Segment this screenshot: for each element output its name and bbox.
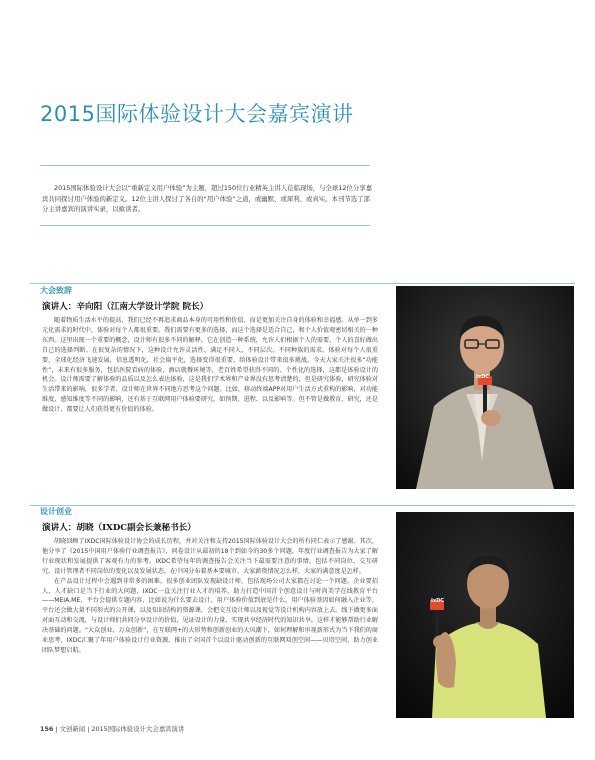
footer-section: 2015国际体验设计大会嘉宾演讲	[91, 725, 185, 733]
intro-bottom-rule	[40, 225, 370, 226]
intro-paragraph: 2015国际体验设计大会以“重新定义用户体验”为主题，超过150位行业精英主讲人莅临现场，与全球12位分享嘉宾共同探讨用户体验的新定义。12位主讲人探讨了各自的“用户体验”之道，或幽默、或犀利、或真实。本刊节选了部分主讲嘉宾的演讲实录，以飨读者。	[42, 184, 373, 214]
section1-label: 大会致辞	[40, 286, 72, 295]
speaker2-photo	[396, 512, 574, 718]
section1-paragraph: 随着物质生活水平的提高，我们已经不再追求商品本身的可用性和价值，而是更加关注自身的体验和幸福感。从单一到多元化需求的时代中，体验对每个人都很重要。我们需要有更多的选择，而这个选择是适合自己，和个人价值观密切相关的一种东西。这里出现一个重要的概念，设计师有很多不同的解释，它在创造一种系统，允许人们根据个人的需要，个人的喜好做出自己的选择判断。在很复杂的情况下，这种设计允许灵活性、满足不同人、不同层次、不同种族的需求。体验对每个人很重要，全球化经济飞速发展，信息透明化，社会扁平化，选择变得很重要，给体验设计带来很多挑战。今天大家关注很多“功能性”，未来有很多服务，包括医院看病的体验，酒店就餐环境等，老百姓希望获得不同的、个性化的选择，这都是体验设计的机会。设计师需要了解体验的品质以及怎么表达体验，这是我们学术界和产业界没有思考清楚的，但是研究体验，研究体验对生活带来的影响，很多学者、设计师在世界不同地方思考这个问题。比如，移动终端APP对用户生活方式重构的影响，对功能维度、感知维度等不同的影响，还有基于互联网用户体验要研究，如预期、进程、以及影响等。但不管是做教育、研究，还是做设计，都要让人们获得更有价值的体验。	[42, 317, 378, 414]
speaker1-mic-badge: IxDC	[476, 374, 489, 380]
speaker2-mic-badge: IxDC	[431, 598, 444, 604]
page-number: 156	[40, 725, 54, 733]
section2-body	[42, 537, 378, 656]
page-title: 2015国际体验设计大会嘉宾演讲	[40, 102, 354, 126]
page-footer	[40, 724, 184, 733]
section2-top-rule	[30, 505, 575, 506]
footer-divider: |	[87, 725, 92, 733]
footer-magazine: 文创新闻	[59, 725, 86, 733]
intro-top-rule	[40, 165, 370, 166]
section1-top-rule	[30, 283, 575, 284]
speaker1-photo-image	[396, 286, 574, 489]
section1-body	[42, 316, 378, 415]
speaker1-photo	[396, 286, 574, 489]
section2-paragraph-2: 在产品设计过程中会遇到非常多的困难，很多创业团队发现缺设计师，包括现场公司大家都在讨论一个问题。企业要招人，人才缺口是当下行业的大问题，IXDC一直关注行业人才的培养，助力打造中国首个创意设计与时尚美学在线教育平台——MEIA.ME，平台会提供专题内容，比如说为什么要去设计、用户体验价值到底是什么、用户体验基因如何融入企业等，平台还会做大量不同形式的公开课，以及知识结构的资源课，会把交互设计师以及视觉等设计机构内容放上去。线下做更多面对面互动和交流，与设计师们共同分享设计的价值，见证设计的力量，实现共享经济时代的知识共享。这样才能够帮助行业解决基础的问题。“大众创业，万众创新”，在互联网+的大形势和创新创业的大风潮下，如何理解和审视新形式为当下我们的商业思考，IXDC汇聚了年用户体验设计行业资源，推出了全国首个以设计驱动创新的互联网双创空间——贝塔空间，助力创业团队梦想启航。	[42, 577, 378, 654]
section2-speaker: 演讲人：胡晓（IXDC副会长兼秘书长）	[42, 523, 196, 533]
footer-divider: |	[55, 725, 60, 733]
speaker2-photo-image	[396, 512, 574, 718]
section2-paragraph-1: 胡晓回顾了IXDC国际体验设计协会的成长历程，并对关注和支持2015国际体验设计大会的所有同仁表示了感谢。其次，他分享了《2015中国用户体验行业调查报告》，问卷设计从最初的18个到如今的30多个问题，年度行业调查报告为大家了解行业现状和发展提供了客观有力的参考。IXDC希望每年的调查报告会关注当下最需要注意的事情，包括不同岗位、交互研究、设计管理者不同岗位的变化以及发展状态。在中国分布着基本要城市，大家薪资情况怎么样，大家的满意度是怎样。	[42, 538, 378, 575]
section2-label: 设计创业	[40, 507, 72, 516]
section1-speaker: 演讲人：辛向阳（江南大学设计学院 院长）	[42, 302, 209, 312]
